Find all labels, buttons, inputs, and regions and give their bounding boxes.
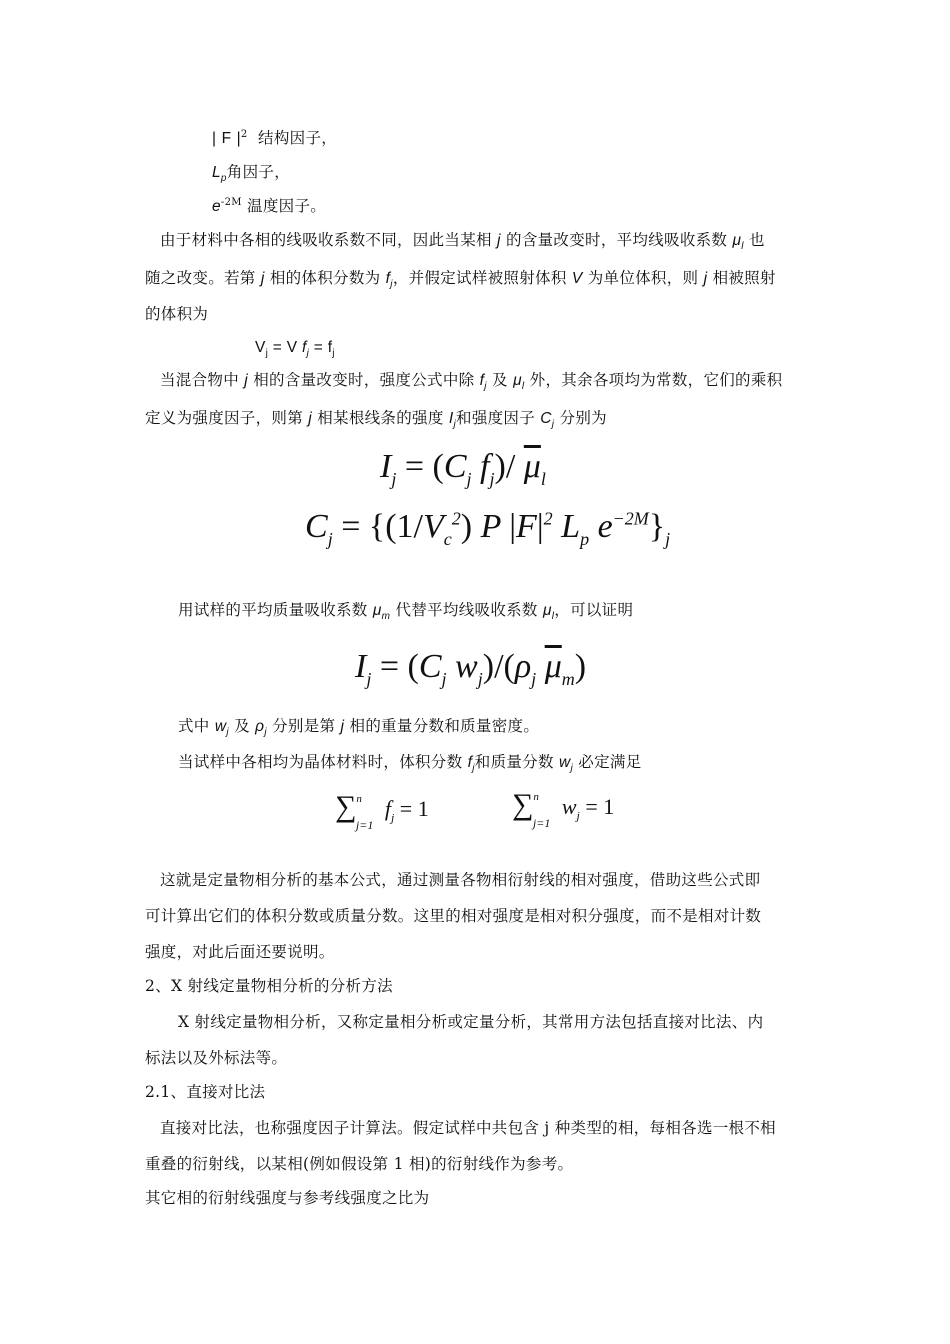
para7-line1: X 射线定量物相分析，又称定量相分析或定量分析，其常用方法包括直接对比法、内 [178, 1013, 764, 1031]
para6-line3: 强度，对此后面还要说明。 [145, 943, 335, 961]
para3-line1: 用试样的平均质量吸收系数 $\mu_m$ 代替平均线吸收系数 $\mu_l$，可以证明 [178, 601, 634, 623]
def-structure-factor: | F $|^2$ 结构因子， [212, 128, 338, 147]
def-angle-factor: $L_p$角因子， [212, 163, 290, 185]
equation-cj-factor: $C_j = \{(1/V_c^2)$ P $|F|^2$ $L_p$ $e^{-2M}\}_j$ [305, 508, 671, 549]
def-temperature-factor: $e^{-2M}$ 温度因子。 [212, 196, 327, 215]
para2-line1: 当混合物中 j 相的含量改变时，强度公式中除 $f_j$ 及 $\mu_l$ 外，其余各项均为常数，它们的乘积 [160, 371, 783, 393]
para7-line2: 标法以及外标法等。 [145, 1049, 288, 1067]
para4-line1: 式中 $w_j$ 及 $\rho_j$ 分别是第 j 相的重量分数和质量密度。 [178, 717, 540, 739]
para2-line2: 定义为强度因子，则第 j 相某根线条的强度 $I_j$和强度因子 $C_j$ 分别为 [145, 409, 607, 431]
para6-line1: 这就是定量物相分析的基本公式，通过测量各物相衍射线的相对强度，借助这些公式即 [160, 871, 761, 889]
para1-line1: 由于材料中各相的线吸收系数不同，因此当某相 j 的含量改变时，平均线吸收系数 $\mu_l$ 也 [160, 231, 765, 253]
equation-sum-wj: ∑$^n_{j=1}$ $w_j = 1$ [512, 788, 615, 831]
equation-ij-intensity: $I_j = (C_j$ $f_j)/$ $\overline{\mu}_l$ [380, 448, 546, 489]
para5-line1: 当试样中各相均为晶体材料时，体积分数 $f_j$和质量分数 $w_j$ 必定满足 [178, 753, 642, 775]
heading-section-2: 2、X 射线定量物相分析的分析方法 [145, 977, 393, 995]
para8-line2: 重叠的衍射线，以某相(例如假设第 1 相)的衍射线作为参考。 [145, 1155, 574, 1173]
para6-line2: 可计算出它们的体积分数或质量分数。这里的相对强度是相对积分强度，而不是相对计数 [145, 907, 762, 925]
para1-line2: 随之改变。若第 j 相的体积分数为 $f_j$，并假定试样被照射体积 V 为单位体积，则 j 相被照射 [145, 269, 776, 291]
equation-ij-mass: $I_j = (C_j$ $w_j)/(\rho_j$ $\overline{\mu}_m$) [355, 648, 587, 689]
heading-section-2-1: 2.1、直接对比法 [145, 1083, 266, 1101]
para8-line1: 直接对比法，也称强度因子计算法。假定试样中共包含 j 种类型的相，每相各选一根不相 [160, 1119, 776, 1137]
para1-line3: 的体积为 [145, 305, 209, 323]
equation-vj: $V_j = V$ $f_j = f_j$ [255, 339, 335, 360]
para9-line1: 其它相的衍射线强度与参考线强度之比为 [145, 1189, 430, 1207]
equation-sum-fj: ∑$^n_{j=1}$ $f_j = 1$ [335, 790, 429, 833]
